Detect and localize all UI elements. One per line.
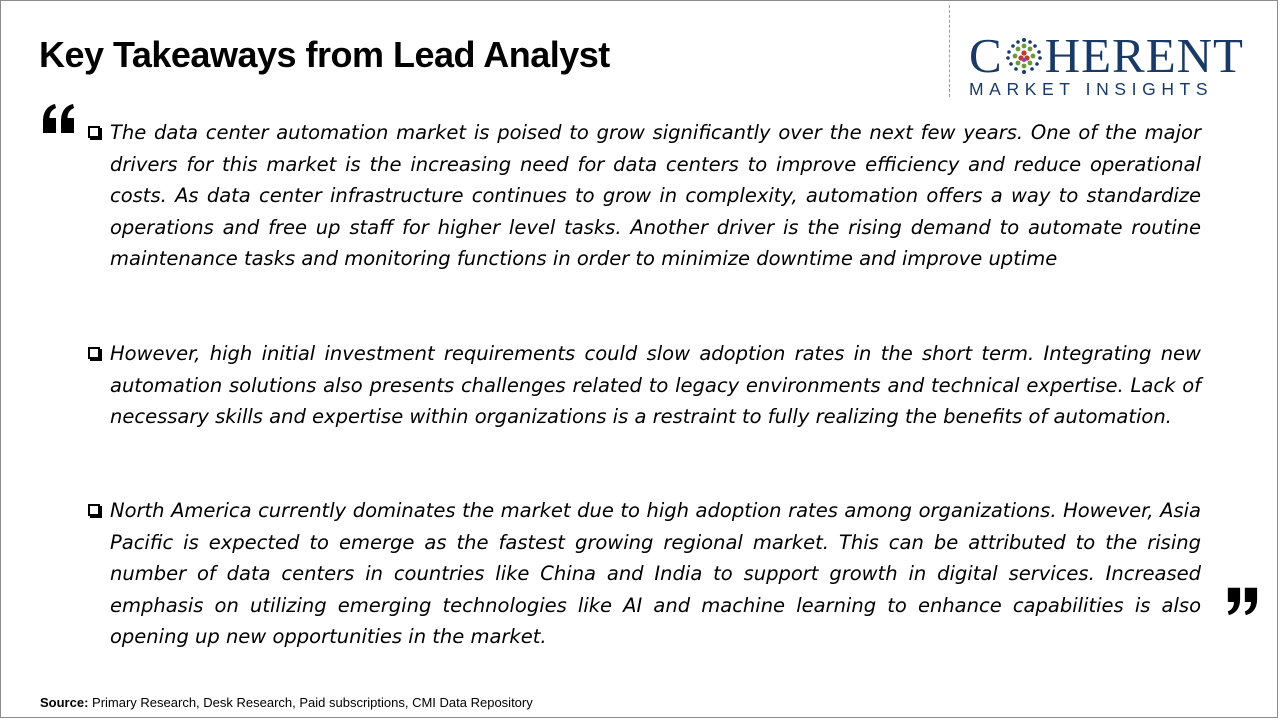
takeaway-text: However, high initial investment requirements could slow adoption rates in the short term. Integrating new automation solutions also presents challenges related to legacy environments and technical expertise. Lack of necessary skills and expertise within organizations is a restraint to fully realizing the benefits of automation.: [110, 342, 1201, 428]
open-quote-icon: [41, 103, 77, 135]
takeaway-item-1: [87, 117, 1201, 275]
logo-wordmark: [969, 28, 1261, 83]
source-note: [40, 695, 533, 710]
takeaway-text: The data center automation market is poised to grow significantly over the next few years. One of the major drivers for this market is the increasing need for data centers to improve efficiency and reduce operational costs. As data center infrastructure continues to grow in complexity, automation offers a way to standardize operations and free up staff for higher level tasks. Another driver is the rising demand to automate routine maintenance tasks and monitoring functions in order to minimize downtime and improve uptime: [110, 121, 1201, 270]
logo-letter-c: C: [969, 28, 1003, 83]
takeaway-item-3: [87, 495, 1201, 653]
takeaway-text: North America currently dominates the market due to high adoption rates among organizations. However, Asia Pacific is expected to emerge as the fastest growing regional market. This can be attributed to the rising number of data centers in countries like China and India to support growth in digital services. Increased emphasis on utilizing emerging technologies like AI and machine learning to enhance capabilities is also opening up new opportunities in the market.: [110, 499, 1201, 648]
logo-tagline: MARKET INSIGHTS: [969, 79, 1214, 99]
globe-dots-icon: [1004, 36, 1044, 76]
logo-letters-herent: HERENT: [1044, 28, 1244, 83]
brand-logo: [969, 28, 1261, 101]
page-title: Key Takeaways from Lead Analyst: [39, 34, 610, 75]
checkbox-bullet-icon: [88, 504, 100, 516]
checkbox-bullet-icon: [88, 347, 100, 359]
source-label: Source:: [40, 695, 89, 710]
takeaway-item-2: [87, 338, 1201, 433]
close-quote-icon: [1225, 585, 1259, 617]
checkbox-bullet-icon: [88, 126, 100, 138]
logo-divider: [949, 5, 950, 97]
source-text: Primary Research, Desk Research, Paid subscriptions, CMI Data Repository: [92, 695, 533, 710]
